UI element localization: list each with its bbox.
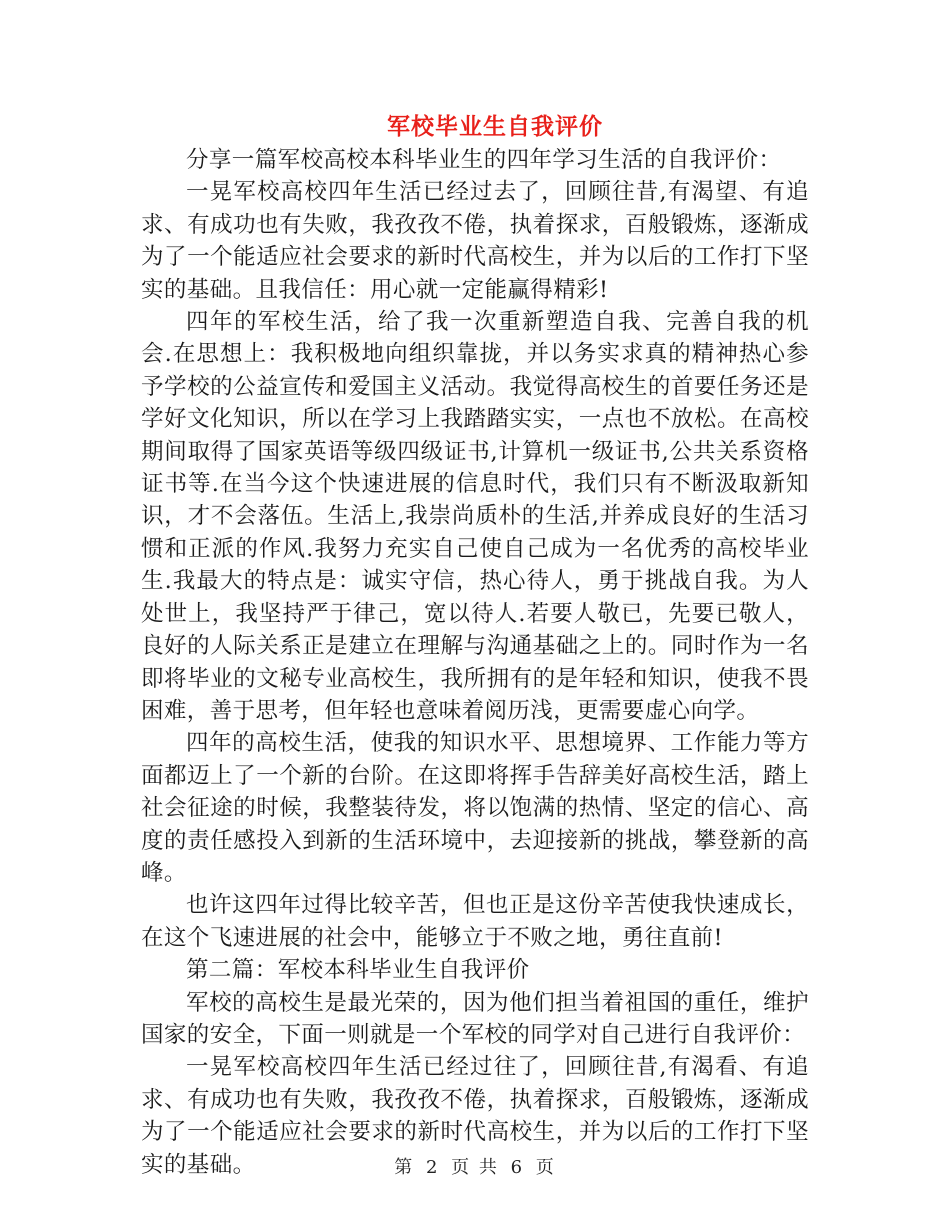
paragraph-opening: 一晃军校高校四年生活已经过去了，回顾往昔,有渴望、有追求、有成功也有失败，我孜孜不倦，执着探求，百般锻炼，逐渐成为了一个能适应社会要求的新时代高校生，并为以后的工作打下坚实的基础。且我信任：用心就一定能赢得精彩! — [141, 179, 809, 303]
paragraph-progress: 四年的高校生活，使我的知识水平、思想境界、工作能力等方面都迈上了一个新的台阶。在这即将挥手告辞美好高校生活，踏上社会征途的时候，我整装待发，将以饱满的热情、坚定的信心、高度的责任感投入到新的生活环境中，去迎接新的挑战，攀登新的高峰。 — [141, 730, 809, 886]
footer-current-page: 2 — [425, 1157, 440, 1178]
paragraph-growth: 也许这四年过得比较辛苦，但也正是这份辛苦使我快速成长，在这个飞速进展的社会中，能够立于不败之地，勇往直前! — [141, 892, 809, 951]
footer-prefix: 第 — [394, 1157, 415, 1178]
paragraph-opening-repeat: 一晃军校高校四年生活已经过往了，回顾往昔,有渴看、有追求、有成功也有失败，我孜孜不倦，执着探求，百般锻炼，逐渐成为了一个能适应社会要求的新时代高校生，并为以后的工作打下坚实的基础。 — [141, 1054, 809, 1178]
footer-suffix: 页 — [535, 1157, 556, 1178]
document-title: 军校毕业生自我评价 — [387, 114, 603, 140]
document-body — [141, 144, 809, 1181]
footer-middle: 页 共 — [451, 1157, 499, 1178]
page-footer — [0, 1153, 950, 1179]
paragraph-intro: 分享一篇军校高校本科毕业生的四年学习生活的自我评价： — [186, 147, 782, 173]
footer-total-pages: 6 — [510, 1157, 525, 1178]
section-heading-part-two: 第二篇：军校本科毕业生自我评价 — [186, 957, 530, 984]
paragraph-four-years: 四年的军校生活，给了我一次重新塑造自我、完善自我的机会.在思想上：我积极地向组织靠拢，并以务实求真的精神热心参予学校的公益宣传和爱国主义活动。我觉得高校生的首要任务还是学好文化知识，所以在学习上我踏踏实实，一点也不放松。在高校期间取得了国家英语等级四级证书,计算机一级证书,公共关系资格证书等.在当今这个快速进展的信息时代，我们只有不断汲取新知识，才不会落伍。生活上,我崇尚质朴的生活,并养成良好的生活习惯和正派的作风.我努力充实自己使自己成为一名优秀的高校毕业生.我最大的特点是：诚实守信，热心待人，勇于挑战自我。为人处世上，我坚持严于律己，宽以待人.若要人敬已，先要已敬人，良好的人际关系正是建立在理解与沟通基础之上的。同时作为一名即将毕业的文秘专业高校生，我所拥有的是年轻和知识，使我不畏困难，善于思考，但年轻也意味着阅历浅，更需要虚心向学。 — [141, 309, 809, 724]
paragraph-honor: 军校的高校生是最光荣的，因为他们担当着祖国的重任，维护国家的安全，下面一则就是一个军校的同学对自己进行自我评价： — [141, 989, 809, 1048]
